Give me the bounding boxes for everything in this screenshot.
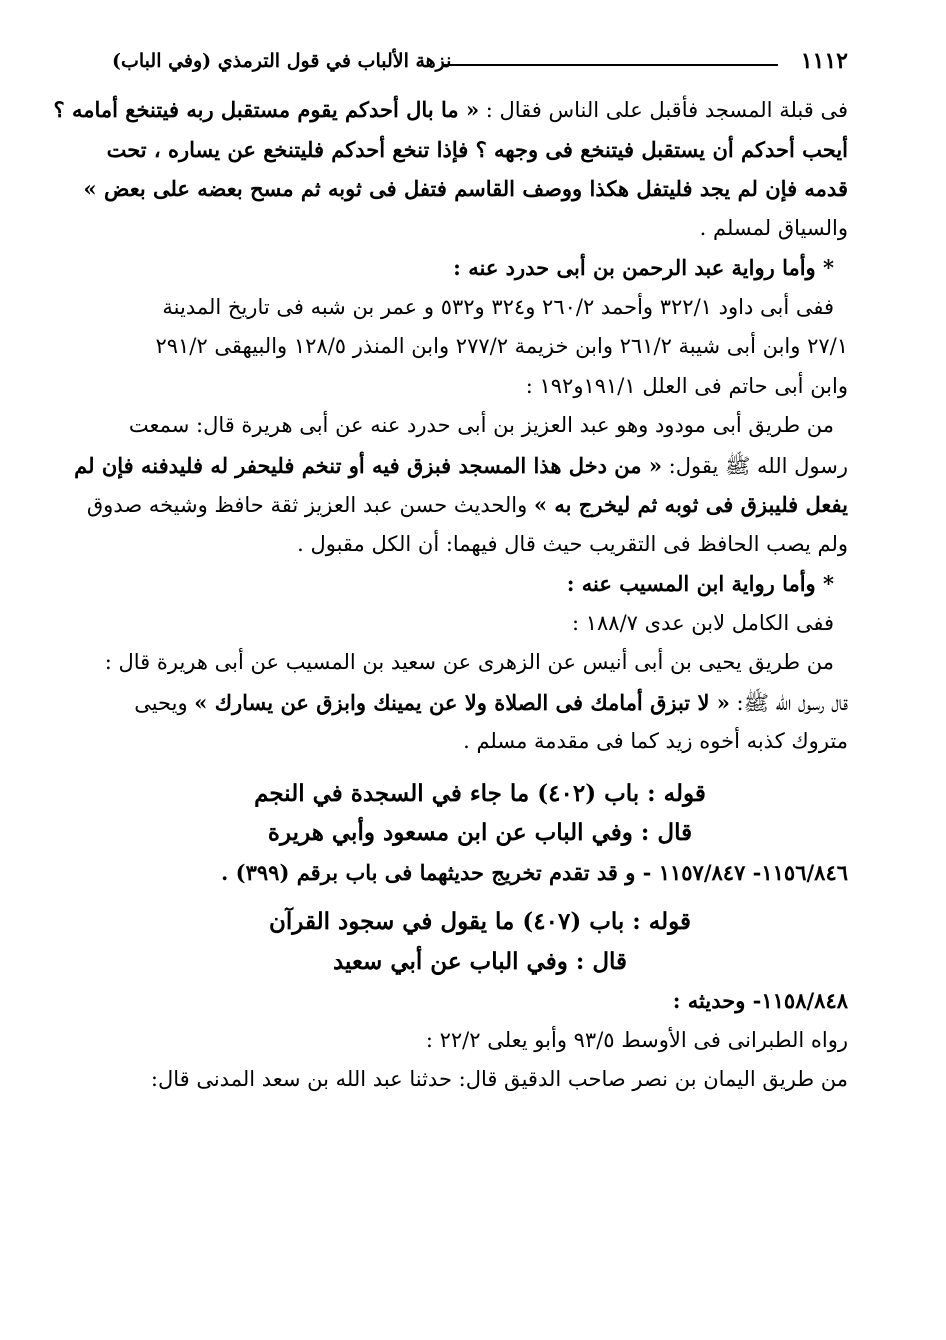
hadith-quote: « لا تبزق أمامك فى الصلاة ولا عن يمينك وابزق عن يسارك »	[194, 689, 730, 715]
text-run: والسياق لمسلم .	[699, 215, 848, 240]
hadith-quote: أيحب أحدكم أن يستقبل فيتنخع فى وجهه ؟ فإذا تنخع أحدكم فليتنخع عن يساره ، تحت	[106, 136, 848, 162]
text-run: * وأما رواية ابن المسيب عنه :	[566, 571, 834, 596]
text-line	[112, 525, 848, 565]
chapter-heading: قوله : باب (٤٠٧) ما يقول في سجود القرآن	[268, 908, 692, 935]
text-run: ٢٧/١ وابن أبى شيبة ٢٦١/٢ وابن خزيمة ٢٧٧/٢ وابن المنذر ١٢٨/٥ والبيهقى ٢٩١/٢	[155, 334, 848, 358]
text-line	[112, 367, 848, 407]
chapter-heading: قوله : باب (٤٠٢) ما جاء في السجدة في النجم	[254, 779, 706, 807]
text-run: من طريق أبى مودود وهو عبد العزيز بن أبى حدرد عنه عن أبى هريرة قال: سمعت	[128, 413, 834, 437]
chapter-subheading: قال : وفي الباب عن أبي سعيد	[332, 947, 628, 975]
text-line	[112, 683, 848, 723]
text-run: ففى الكامل لابن عدى ١٨٨/٧ :	[571, 610, 834, 635]
text-line	[106, 130, 848, 170]
hadith-label: ١١٥٨/٨٤٨- وحديثه :	[672, 988, 848, 1013]
text-line	[104, 643, 848, 683]
section-gap	[112, 892, 848, 902]
header-rule	[442, 64, 778, 66]
text-run: ففى أبى داود ٣٢٢/١ وأحمد ٢٦٠/٢ و٣٢٤ و٥٣٢ و عمر بن شبه فى تاريخ المدينة	[162, 294, 834, 319]
text-line	[74, 446, 848, 486]
text-line: من طريق اليمان بن نصر صاحب الدقيق قال: حدثنا عبد الله بن سعد المدنى قال:	[150, 1067, 848, 1091]
text-run: والحديث حسن عبد العزيز ثقة حافظ وشيخه صدوق	[86, 493, 534, 517]
text-run: قال رسول الله ﷺ:	[729, 690, 848, 715]
text-run: * وأما رواية عبد الرحمن بن أبى حدرد عنه :	[453, 255, 834, 280]
text-run: ويحيى	[134, 690, 195, 715]
text-run: ولم يصب الحافظ فى التقريب حيث قال فيهما: أن الكل مقبول .	[297, 531, 848, 556]
hadith-quote: يفعل فليبزق فى ثوبه ثم ليخرج به »	[533, 492, 848, 517]
text-line	[112, 406, 848, 446]
text-line: رواه الطبرانى فى الأوسط ٩٣/٥ وأبو يعلى ٢٢/٢ :	[425, 1027, 848, 1052]
book-title: نزهة الألباب في قول الترمذي (وفي الباب)	[112, 50, 452, 72]
text-line	[112, 288, 848, 328]
text-run: وابن أبى حاتم فى العلل ١٩١/١و١٩٢ :	[525, 373, 848, 398]
main-text	[53, 90, 848, 1100]
text-line: ١١٥٦/٨٤٦- ١١٥٧/٨٤٧ - و قد تقدم تخريج حديثهما فى باب برقم (٣٩٩) .	[221, 859, 848, 885]
subsection-heading	[112, 564, 848, 604]
hadith-quote: قدمه فإن لم يجد فليتفل هكذا ووصف القاسم فتفل فى ثوبه ثم مسح بعضه على بعض »	[83, 176, 848, 201]
text-line	[112, 327, 848, 367]
text-line	[53, 90, 848, 130]
page-number: ١١١٢	[800, 48, 848, 74]
text-line	[112, 722, 848, 762]
text-run: من طريق يحيى بن أبى أنيس عن الزهرى عن سعيد بن المسيب عن أبى هريرة قال :	[104, 650, 834, 674]
text-run: متروك كذبه أخوه زيد كما فى مقدمة مسلم .	[463, 729, 848, 753]
text-line	[83, 169, 848, 209]
text-line	[112, 209, 848, 249]
chapter-subheading: قال : وفي الباب عن ابن مسعود وأبي هريرة	[267, 819, 693, 846]
text-line	[86, 485, 848, 525]
hadith-quote: « ما بال أحدكم يقوم مستقبل ربه فيتنخع أمامه ؟	[53, 97, 480, 122]
hadith-quote: « من دخل هذا المسجد فبزق فيه أو تنخم فليحفر له فليدفنه فإن لم	[74, 452, 662, 478]
running-header	[112, 40, 848, 90]
text-run: رسول الله ﷺ يقول:	[661, 453, 848, 478]
subsection-heading	[112, 248, 848, 288]
text-line	[112, 604, 848, 644]
text-run: فى قبلة المسجد فأقبل على الناس فقال :	[479, 98, 848, 122]
